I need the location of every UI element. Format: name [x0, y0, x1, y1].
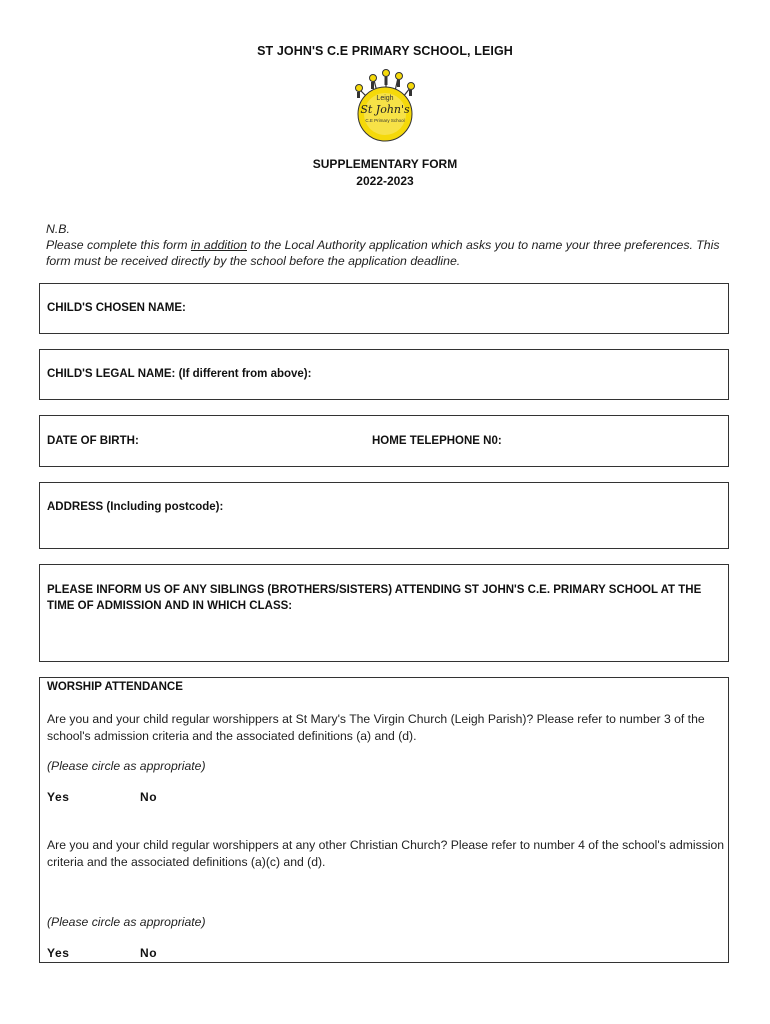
- siblings-label: PLEASE INFORM US OF ANY SIBLINGS (BROTHERS/SISTERS) ATTENDING ST JOHN'S C.E. PRIMARY SCHOOL AT THE TIME OF ADMISSION AND IN WHICH CLASS:: [47, 584, 702, 612]
- instructions-note: [46, 221, 736, 269]
- circle-note-2: (Please circle as appropriate): [47, 915, 206, 929]
- nb-emphasis: in addition: [190, 238, 247, 252]
- siblings-field[interactable]: [39, 564, 729, 662]
- school-logo-icon: [346, 68, 424, 144]
- school-name: ST JOHN'S C.E PRIMARY SCHOOL, LEIGH: [257, 44, 513, 58]
- legal-name-field[interactable]: [39, 349, 729, 400]
- telephone-label: HOME TELEPHONE N0:: [372, 435, 502, 447]
- chosen-name-field[interactable]: [39, 283, 729, 334]
- worship-attendance-section: [39, 677, 729, 963]
- address-field[interactable]: [39, 482, 729, 549]
- worship-question-2: Are you and your child regular worshippers at any other Christian Church? Please refer to number 4 of the school's admission criteria and the associated definitions (a)(c) and (d).: [47, 838, 725, 869]
- no-option-2[interactable]: No: [140, 946, 158, 960]
- circle-note-1: (Please circle as appropriate): [47, 759, 206, 773]
- logo-text-main: St John's: [360, 103, 410, 116]
- address-label: ADDRESS (Including postcode):: [47, 501, 224, 513]
- no-option-1[interactable]: No: [140, 790, 158, 804]
- logo-text-top: Leigh: [376, 95, 394, 102]
- worship-heading: WORSHIP ATTENDANCE: [47, 681, 183, 693]
- yes-option-1[interactable]: Yes: [47, 790, 70, 804]
- yes-option-2[interactable]: Yes: [47, 946, 70, 960]
- chosen-name-label: CHILD'S CHOSEN NAME:: [47, 302, 186, 314]
- legal-name-label: CHILD'S LEGAL NAME: (If different from above):: [47, 368, 312, 380]
- logo-text-sub: C.E Primary School: [365, 118, 405, 123]
- dob-label: DATE OF BIRTH:: [47, 435, 139, 447]
- dob-telephone-field[interactable]: [39, 415, 729, 467]
- nb-text: Please complete this form in addition to the Local Authority application which asks you to name your three preferences. This form must be received directly by the school before the application deadline.: [46, 238, 720, 268]
- worship-question-1: Are you and your child regular worshippers at St Mary's The Virgin Church (Leigh Parish)? Please refer to number 3 of the school's admission criteria and the associated definitions (a) and (d).: [47, 712, 705, 743]
- nb-label: N.B.: [46, 222, 70, 236]
- form-title: SUPPLEMENTARY FORM: [312, 157, 458, 171]
- form-year: 2022-2023: [356, 174, 414, 188]
